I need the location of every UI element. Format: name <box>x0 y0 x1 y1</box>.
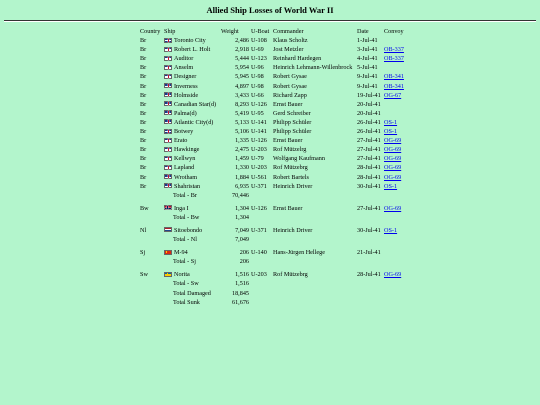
header-convoy: Convoy <box>384 28 404 35</box>
table-row <box>140 36 406 45</box>
commander-cell: Reinhard Hardegen <box>273 55 322 63</box>
date-cell: 27-Jul-41 <box>357 155 381 163</box>
convoy-cell <box>384 248 406 257</box>
total-spacer <box>140 279 164 288</box>
uboat-cell: U-126 <box>251 137 267 145</box>
date-cell: 28-Jul-41 <box>357 271 381 279</box>
weight-cell: 206 <box>239 249 249 257</box>
ship-cell <box>164 45 221 54</box>
convoy-cell <box>384 270 406 279</box>
uboat-cell: U-140 <box>251 249 267 257</box>
header-weight: Weight <box>221 28 239 35</box>
weight-cell: 1,330 <box>235 164 249 172</box>
uboat-cell: U-203 <box>251 271 267 279</box>
total-spacer <box>140 191 164 200</box>
table-row <box>140 270 406 279</box>
ship-cell <box>164 72 221 81</box>
ship-name: Robert L. Holt <box>174 46 211 54</box>
ship-name: Wrotham <box>174 173 198 181</box>
commander-cell: Heinrich Driver <box>273 182 313 190</box>
ship-cell <box>164 173 221 182</box>
losses-table <box>140 27 406 307</box>
convoy-cell <box>384 182 406 191</box>
commander-cell: Richard Zapp <box>273 91 307 99</box>
date-cell: 20-Jul-41 <box>357 100 381 108</box>
group-total-label: Total - Nl <box>173 236 197 244</box>
convoy-link[interactable]: OG-69 <box>384 155 402 163</box>
ship-name: Palma(d) <box>174 109 197 117</box>
ship-name: Hawkinge <box>174 146 200 154</box>
table-row <box>140 45 406 54</box>
convoy-cell <box>384 82 406 91</box>
weight-cell: 8,293 <box>235 100 249 108</box>
weight-cell: 1,884 <box>235 173 249 181</box>
uboat-cell: U-96 <box>251 64 264 72</box>
summary-value: 18,845 <box>231 289 249 297</box>
flag-gb-icon <box>164 83 172 88</box>
convoy-cell <box>384 163 406 172</box>
ship-cell <box>164 100 221 109</box>
group-total-row <box>140 235 406 244</box>
date-cell: 9-Jul-41 <box>357 82 378 90</box>
flag-gb-icon <box>164 92 172 97</box>
uboat-cell: U-561 <box>251 173 267 181</box>
convoy-cell <box>384 36 406 45</box>
group-total-value: 70,446 <box>231 191 249 199</box>
country-cell: Br <box>140 173 147 181</box>
ship-name: Inga I <box>174 204 189 212</box>
table-row <box>140 182 406 191</box>
country-cell: Br <box>140 155 147 163</box>
weight-cell: 4,897 <box>235 82 249 90</box>
date-cell: 27-Jul-41 <box>357 146 381 154</box>
uboat-cell: U-126 <box>251 100 267 108</box>
convoy-cell <box>384 100 406 109</box>
summary-row <box>140 289 406 298</box>
weight-cell: 2,486 <box>235 37 249 45</box>
date-cell: 26-Jul-41 <box>357 128 381 136</box>
group-total-label: Total - Bw <box>173 213 200 221</box>
uboat-cell: U-203 <box>251 164 267 172</box>
ship-name: Sitoebondo <box>174 226 203 234</box>
convoy-cell <box>384 109 406 118</box>
table-row <box>140 204 406 213</box>
flag-no-icon <box>164 205 172 210</box>
group-total-value: 7,049 <box>235 236 249 244</box>
flag-se-icon <box>164 272 172 277</box>
convoy-link[interactable]: OG-69 <box>384 173 402 181</box>
convoy-cell <box>384 91 406 100</box>
commander-cell: Jost Metzler <box>273 46 304 54</box>
date-cell: 5-Jul-41 <box>357 64 378 72</box>
convoy-cell <box>384 63 406 72</box>
ship-cell <box>164 154 221 163</box>
total-spacer <box>140 213 164 222</box>
flag-gb-icon <box>164 129 172 134</box>
weight-cell: 1,516 <box>235 271 249 279</box>
country-cell: Sj <box>140 249 146 257</box>
ship-name: Erato <box>174 137 188 145</box>
convoy-cell <box>384 54 406 63</box>
ship-name: Designer <box>174 73 197 81</box>
summary-label: Total Damaged <box>173 289 211 297</box>
date-cell: 30-Jul-41 <box>357 182 381 190</box>
convoy-cell <box>384 154 406 163</box>
uboat-cell: U-141 <box>251 128 267 136</box>
flag-gb-icon <box>164 119 172 124</box>
date-cell: 19-Jul-41 <box>357 91 381 99</box>
group-total-label: Total - Sw <box>173 280 199 288</box>
summary-label: Total Sunk <box>173 298 200 306</box>
convoy-cell <box>384 145 406 154</box>
commander-cell: Gerd Schreiber <box>273 109 311 117</box>
convoy-link[interactable]: OB-337 <box>384 46 404 54</box>
uboat-cell: U-371 <box>251 182 267 190</box>
date-cell: 20-Jul-41 <box>357 109 381 117</box>
total-spacer <box>140 257 164 266</box>
uboat-cell: U-98 <box>251 73 264 81</box>
ship-name: Lapland <box>174 164 195 172</box>
group-total-row <box>140 191 406 200</box>
uboat-cell: U-79 <box>251 155 264 163</box>
total-spacer <box>140 235 164 244</box>
ship-cell <box>164 226 221 235</box>
group-total-value: 1,304 <box>235 213 249 221</box>
flag-gb-icon <box>164 147 172 152</box>
flag-gb-icon <box>164 110 172 115</box>
ship-name: Botwey <box>174 128 194 136</box>
country-cell: Br <box>140 146 147 154</box>
group-total-row <box>140 257 406 266</box>
flag-gb-icon <box>164 101 172 106</box>
header-uboat: U-Boat <box>251 28 270 35</box>
table-row <box>140 118 406 127</box>
losses-body <box>140 36 406 307</box>
weight-cell: 5,133 <box>235 118 249 126</box>
ship-cell <box>164 91 221 100</box>
weight-cell: 5,106 <box>235 128 249 136</box>
commander-cell: Rof Mützebrg <box>273 164 308 172</box>
table-row <box>140 63 406 72</box>
uboat-cell: U-66 <box>251 91 264 99</box>
country-cell: Br <box>140 55 147 63</box>
table-row <box>140 91 406 100</box>
ship-cell <box>164 63 221 72</box>
convoy-cell <box>384 45 406 54</box>
uboat-cell: U-123 <box>251 55 267 63</box>
commander-cell: Rof Mützelrg <box>273 146 307 154</box>
ship-name: Canadian Star(d) <box>174 100 217 108</box>
country-cell: Br <box>140 128 147 136</box>
header-date: Date <box>357 28 369 35</box>
commander-cell: Hans-Jürgen Hellege <box>273 249 325 257</box>
country-cell: Br <box>140 164 147 172</box>
ship-cell <box>164 136 221 145</box>
table-row <box>140 145 406 154</box>
weight-cell: 5,419 <box>235 109 249 117</box>
uboat-cell: U-141 <box>251 118 267 126</box>
country-cell: Nl <box>140 226 147 234</box>
ship-name: Atlantic City(d) <box>174 118 214 126</box>
convoy-link[interactable]: OG-69 <box>384 137 402 145</box>
ship-cell <box>164 145 221 154</box>
ship-name: M-94 <box>174 249 188 257</box>
convoy-link[interactable]: OG-69 <box>384 271 402 279</box>
commander-cell: Robert Gysae <box>273 73 307 81</box>
date-cell: 9-Jul-41 <box>357 73 378 81</box>
ship-name: Auditor <box>174 55 194 63</box>
ship-cell <box>164 127 221 136</box>
table-row <box>140 127 406 136</box>
weight-cell: 1,459 <box>235 155 249 163</box>
country-cell: Br <box>140 73 147 81</box>
flag-gb-icon <box>164 65 172 70</box>
commander-cell: Robert Bartels <box>273 173 309 181</box>
date-cell: 27-Jul-41 <box>357 204 381 212</box>
uboat-cell: U-95 <box>251 109 264 117</box>
commander-cell: Klaus Scholtz <box>273 37 308 45</box>
convoy-link[interactable]: OG-67 <box>384 91 402 99</box>
uboat-cell: U-69 <box>251 46 264 54</box>
table-row <box>140 248 406 257</box>
summary-spacer <box>140 289 164 298</box>
ship-cell <box>164 182 221 191</box>
page-title: Allied Ship Losses of World War II <box>206 5 334 15</box>
weight-cell: 5,945 <box>235 73 249 81</box>
country-cell: Br <box>140 100 147 108</box>
date-cell: 4-Jul-41 <box>357 55 378 63</box>
commander-cell: Heinrich Lehmann-Willenbrock <box>273 64 353 72</box>
ship-cell <box>164 54 221 63</box>
date-cell: 27-Jul-41 <box>357 137 381 145</box>
country-cell: Br <box>140 182 147 190</box>
date-cell: 26-Jul-41 <box>357 118 381 126</box>
convoy-link[interactable]: OB-341 <box>384 73 404 81</box>
commander-cell: Ernst Bauer <box>273 100 303 108</box>
country-cell: Br <box>140 91 147 99</box>
commander-cell: Philipp Schüler <box>273 118 312 126</box>
header-commander: Commander <box>273 28 304 35</box>
group-total-label: Total - Br <box>173 191 197 199</box>
country-cell: Br <box>140 37 147 45</box>
ship-name: Inverness <box>174 82 198 90</box>
date-cell: 30-Jul-41 <box>357 226 381 234</box>
flag-gb-icon <box>164 47 172 52</box>
flag-gb-icon <box>164 56 172 61</box>
country-cell: Br <box>140 109 147 117</box>
ship-cell <box>164 109 221 118</box>
group-total-value: 206 <box>239 258 249 266</box>
uboat-cell: U-98 <box>251 82 264 90</box>
ship-name: Norita <box>174 271 190 279</box>
weight-cell: 1,335 <box>235 137 249 145</box>
commander-cell: Wolfgang Kaufmann <box>273 155 325 163</box>
table-row <box>140 136 406 145</box>
uboat-cell: U-203 <box>251 146 267 154</box>
ship-cell <box>164 36 221 45</box>
convoy-cell <box>384 136 406 145</box>
ship-cell <box>164 163 221 172</box>
flag-gb-icon <box>164 174 172 179</box>
date-cell: 28-Jul-41 <box>357 164 381 172</box>
group-total-row <box>140 279 406 288</box>
table-row <box>140 163 406 172</box>
ship-name: Shahristan <box>174 182 201 190</box>
commander-cell: Heinrich Driver <box>273 226 313 234</box>
convoy-cell <box>384 204 406 213</box>
weight-cell: 3,433 <box>235 91 249 99</box>
flag-gb-icon <box>164 183 172 188</box>
table-row <box>140 72 406 81</box>
convoy-link[interactable]: OG-69 <box>384 204 402 212</box>
weight-cell: 2,475 <box>235 146 249 154</box>
flag-gb-icon <box>164 38 172 43</box>
table-row <box>140 226 406 235</box>
ship-cell <box>164 248 221 257</box>
convoy-link[interactable]: OS-1 <box>384 118 398 126</box>
summary-value: 61,676 <box>231 298 249 306</box>
summary-spacer <box>140 298 164 307</box>
convoy-link[interactable]: OG-69 <box>384 164 402 172</box>
ship-name: Toronto City <box>174 37 206 45</box>
country-cell: Bw <box>140 204 149 212</box>
summary-row <box>140 298 406 307</box>
country-cell: Br <box>140 64 147 72</box>
group-total-label: Total - Sj <box>173 258 196 266</box>
date-cell: 3-Jul-41 <box>357 46 378 54</box>
group-total-value: 1,516 <box>235 280 249 288</box>
convoy-cell <box>384 127 406 136</box>
table-row <box>140 82 406 91</box>
table-header-row <box>140 27 406 36</box>
table-row <box>140 54 406 63</box>
commander-cell: Ernst Bauer <box>273 204 303 212</box>
ship-cell <box>164 118 221 127</box>
flag-nl-icon <box>164 227 172 232</box>
uboat-cell: U-108 <box>251 37 267 45</box>
commander-cell: Philipp Schüler <box>273 128 312 136</box>
date-cell: 28-Jul-41 <box>357 173 381 181</box>
ship-cell <box>164 204 221 213</box>
flag-gb-icon <box>164 138 172 143</box>
convoy-link[interactable]: OG-69 <box>384 146 402 154</box>
weight-cell: 2,918 <box>235 46 249 54</box>
flag-gb-icon <box>164 74 172 79</box>
convoy-link[interactable]: OB-341 <box>384 82 404 90</box>
country-cell: Br <box>140 46 147 54</box>
table-row <box>140 100 406 109</box>
country-cell: Br <box>140 137 147 145</box>
commander-cell: Robert Gysae <box>273 82 307 90</box>
convoy-cell <box>384 118 406 127</box>
country-cell: Br <box>140 118 147 126</box>
commander-cell: Ernst Bauer <box>273 137 303 145</box>
ship-name: Kellwyn <box>174 155 196 163</box>
commander-cell: Rof Mützebrg <box>273 271 308 279</box>
weight-cell: 6,935 <box>235 182 249 190</box>
date-cell: 21-Jul-41 <box>357 249 381 257</box>
convoy-link[interactable]: OB-337 <box>384 55 404 63</box>
weight-cell: 1,304 <box>235 204 249 212</box>
flag-gb-icon <box>164 156 172 161</box>
table-row <box>140 173 406 182</box>
convoy-cell <box>384 72 406 81</box>
convoy-link[interactable]: OS-1 <box>384 226 398 234</box>
convoy-link[interactable]: OS-1 <box>384 182 398 190</box>
country-cell: Sw <box>140 271 148 279</box>
weight-cell: 7,049 <box>235 226 249 234</box>
convoy-cell <box>384 173 406 182</box>
convoy-link[interactable]: OS-1 <box>384 128 398 136</box>
header-ship: Ship <box>164 28 176 35</box>
title-divider <box>4 20 536 22</box>
flag-cn-icon <box>164 250 172 255</box>
ship-cell <box>164 270 221 279</box>
country-cell: Br <box>140 82 147 90</box>
convoy-cell <box>384 226 406 235</box>
uboat-cell: U-371 <box>251 226 267 234</box>
uboat-cell: U-126 <box>251 204 267 212</box>
weight-cell: 5,954 <box>235 64 249 72</box>
ship-name: Anselm <box>174 64 194 72</box>
table-row <box>140 154 406 163</box>
flag-gb-icon <box>164 165 172 170</box>
group-total-row <box>140 213 406 222</box>
table-row <box>140 109 406 118</box>
ship-cell <box>164 82 221 91</box>
ship-name: Holmside <box>174 91 199 99</box>
date-cell: 1-Jul-41 <box>357 37 378 45</box>
weight-cell: 5,444 <box>235 55 249 63</box>
header-country: Country <box>140 28 161 35</box>
